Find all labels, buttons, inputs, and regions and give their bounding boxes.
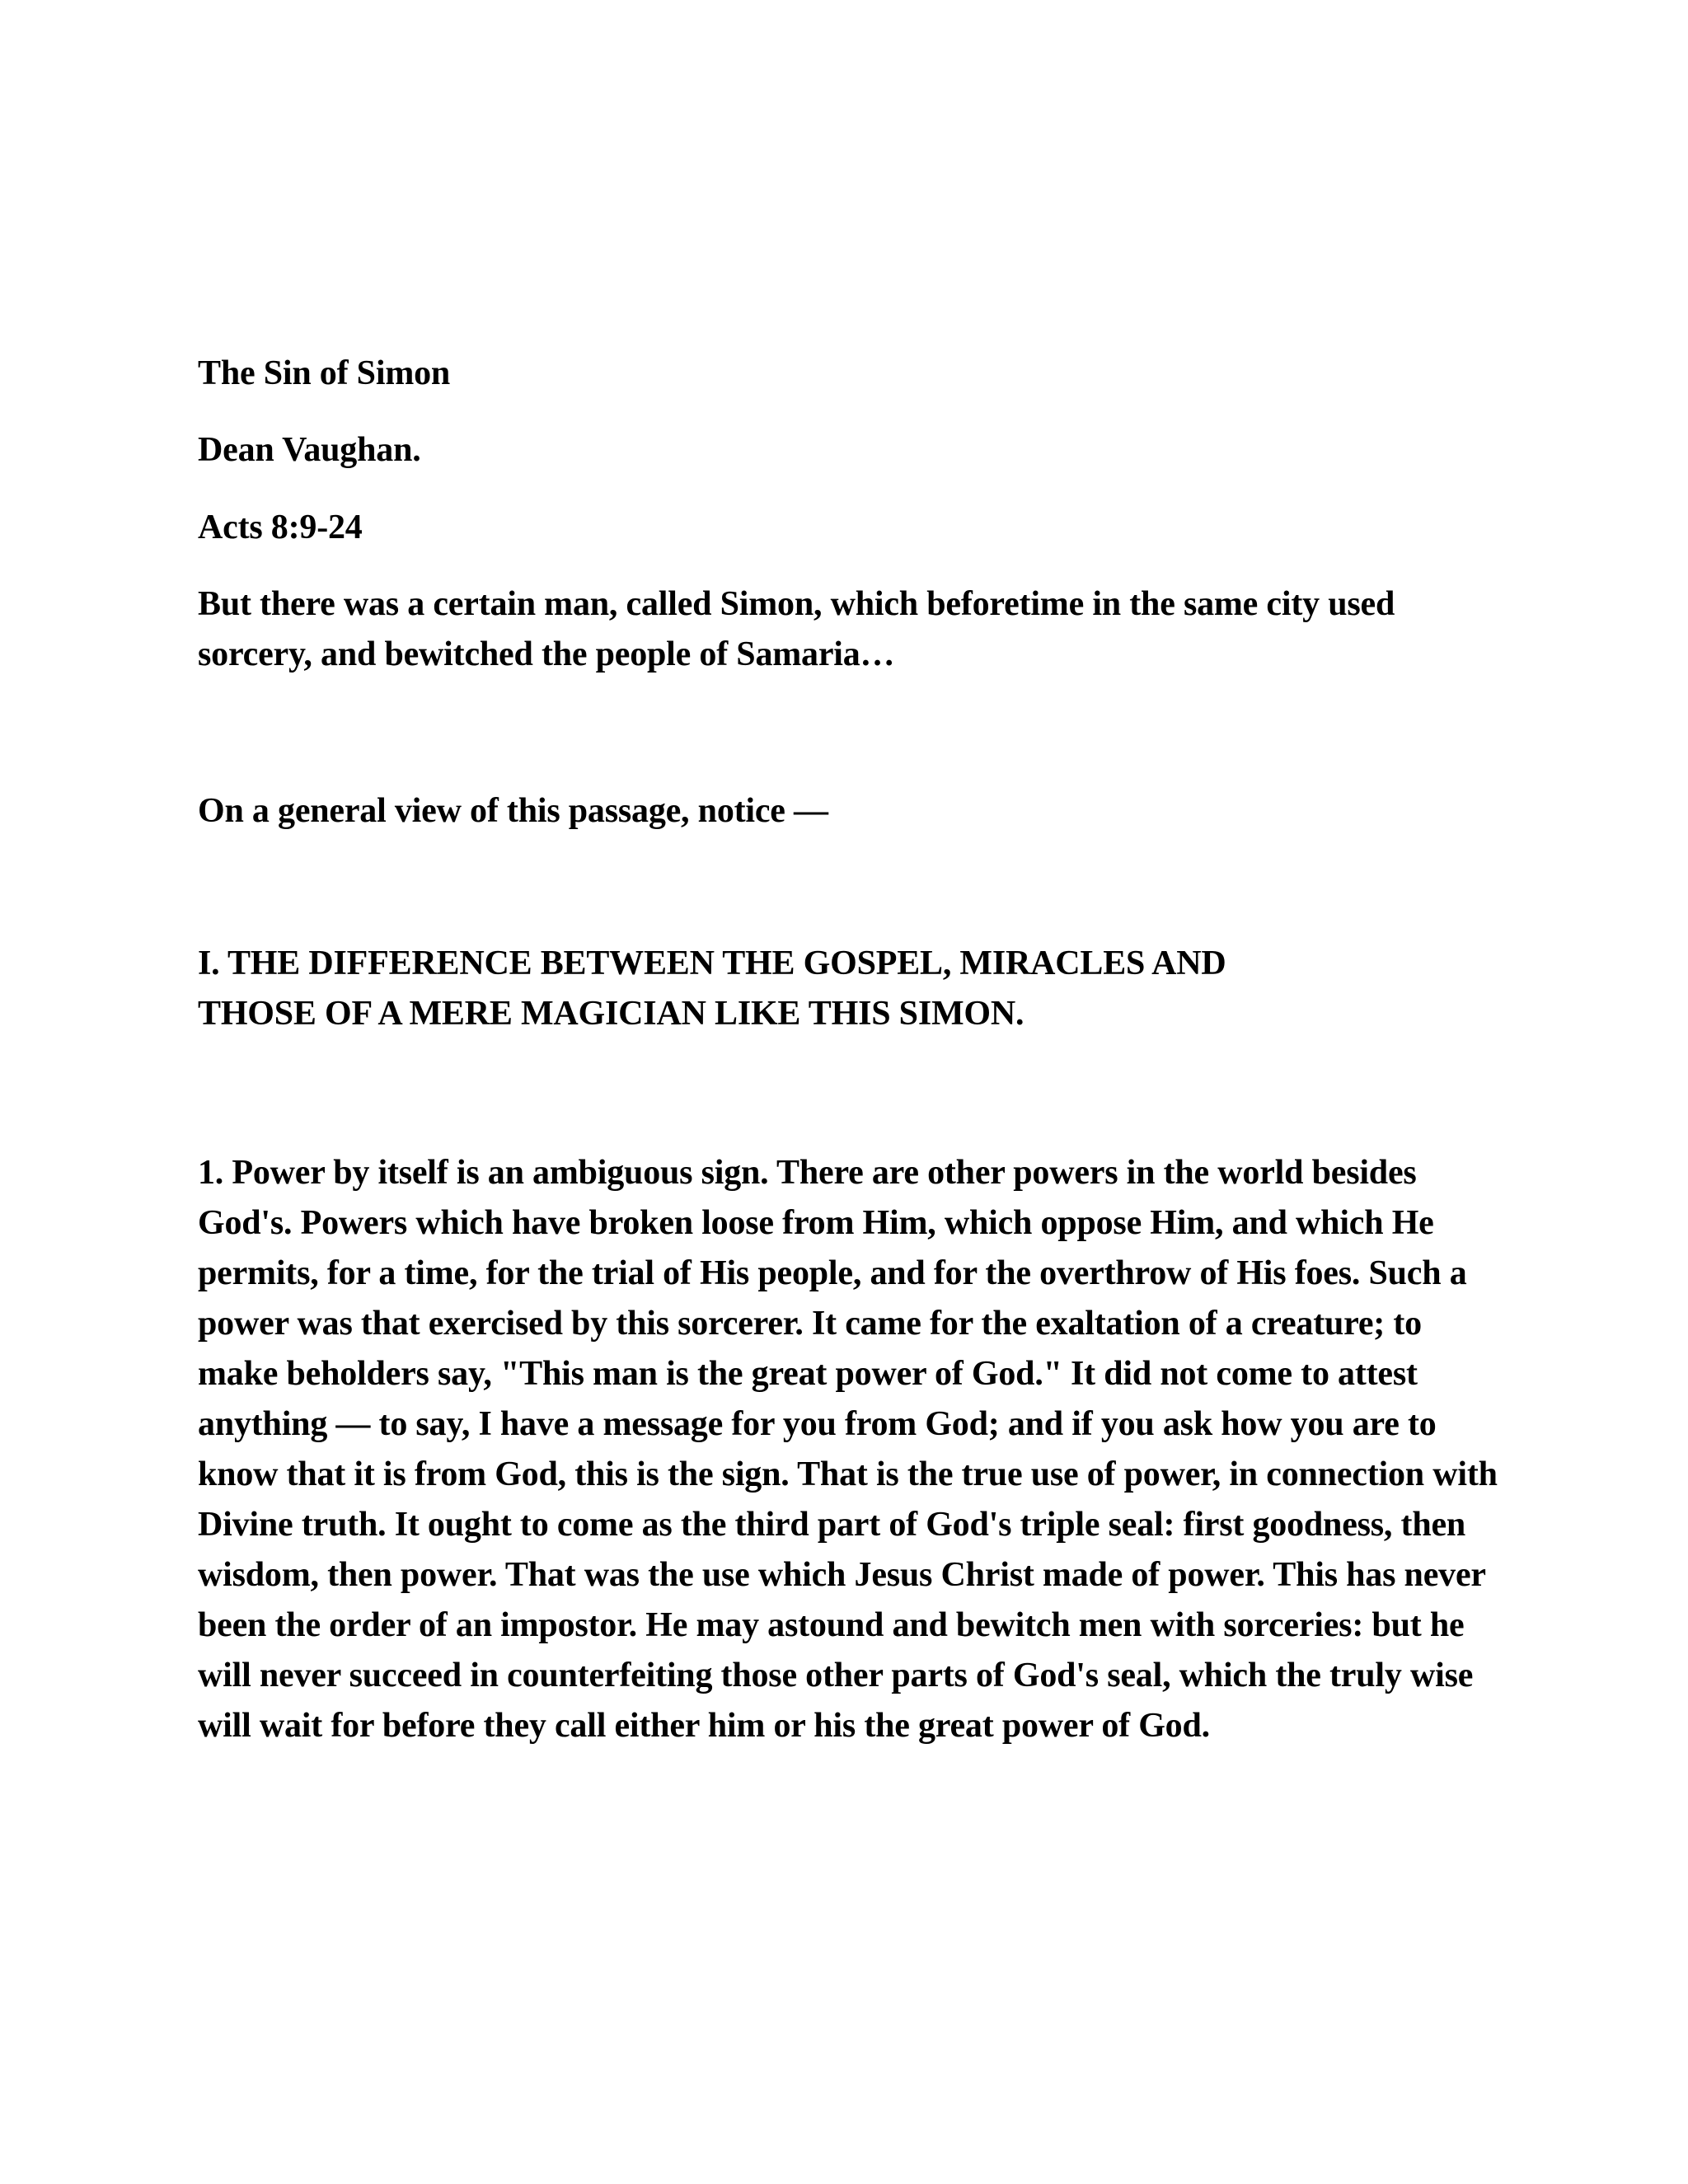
section-heading-line-2: THOSE OF A MERE MAGICIAN LIKE THIS SIMON. — [198, 995, 1025, 1033]
body-paragraph-1: 1. Power by itself is an ambiguous sign. There are other powers in the world besides God's. Powers which have broken loose from Him, which oppose Him, and which He permits, for a time, for the trial of His people, and for the overthrow of His foes. Such a power was that exercised by this sorcerer. It came for the exaltation of a creature; to make beholders say, "This man is the great power of God." It did not come to attest anything — to say, I have a message for you from God; and if you ask how you are to know that it is from God, this is the sign. That is the true use of power, in connection with Divine truth. It ought to come as the third part of God's triple seal: first goodness, then wisdom, then power. That was the use which Jesus Christ made of power. This has never been the order of an impostor. He may astound and bewitch men with sorceries: but he will never succeed in counterfeiting those other parts of God's seal, which the truly wise will wait for before they call either him or his the great power of God. — [198, 1154, 1498, 1745]
scripture-quote: But there was a certain man, called Simon, which beforetime in the same city used sorcery, and bewitched the people of Samaria… — [198, 585, 1395, 673]
section-heading — [198, 939, 1500, 1039]
section-heading-line-1: I. THE DIFFERENCE BETWEEN THE GOSPEL, MIRACLES AND — [198, 944, 1226, 982]
scripture-reference: Acts 8:9-24 — [198, 509, 363, 546]
sermon-title: The Sin of Simon — [198, 354, 451, 392]
intro-line: On a general view of this passage, notice — — [198, 792, 828, 830]
author-name: Dean Vaughan. — [198, 431, 421, 469]
